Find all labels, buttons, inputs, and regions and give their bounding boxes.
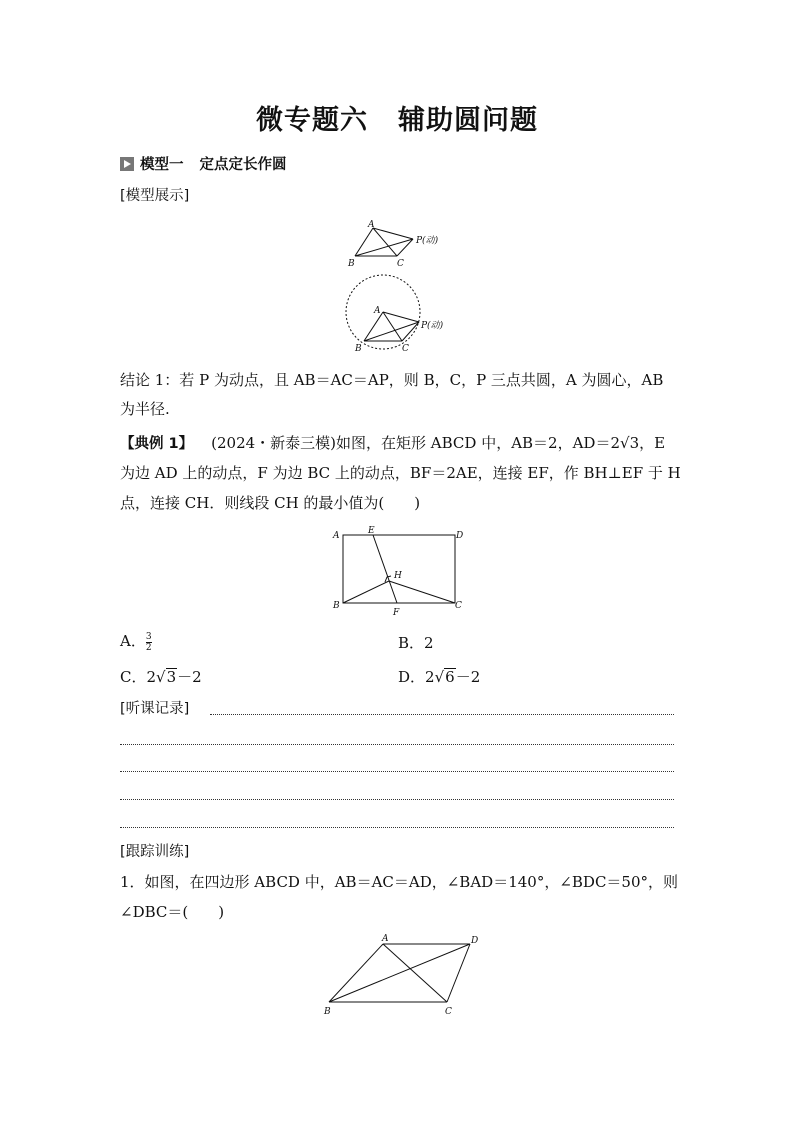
fig3-B: B bbox=[324, 1007, 331, 1017]
fig2-H: H bbox=[394, 571, 402, 581]
conclusion-line2: 为半径. bbox=[120, 400, 170, 418]
seg-AP bbox=[373, 228, 413, 239]
seg-BH bbox=[343, 581, 389, 603]
fig3-D: D bbox=[471, 936, 479, 946]
seg-AC bbox=[383, 944, 447, 1002]
seg-AB2 bbox=[364, 312, 383, 341]
title-sub: 辅助圆问题 bbox=[398, 105, 538, 136]
follow-label: [跟踪训练] bbox=[120, 844, 190, 860]
fig1b-P: P(动) bbox=[421, 321, 444, 331]
notes-line[interactable] bbox=[120, 827, 674, 828]
fig3-A: A bbox=[382, 934, 389, 944]
example-line2: 为边 AD 上的动点，F 为边 BC 上的动点，BF＝2AE，连接 EF，作 BH⊥EF 于 H bbox=[120, 464, 681, 482]
fig2-C: C bbox=[455, 601, 462, 611]
seg-AC bbox=[373, 228, 397, 256]
frac-den: 2 bbox=[145, 642, 152, 653]
option-C[interactable]: C．2√3－2 bbox=[120, 668, 202, 686]
play-arrow-icon bbox=[120, 157, 134, 171]
option-D[interactable]: D．2√6－2 bbox=[398, 668, 481, 686]
example-line1 bbox=[120, 433, 665, 454]
option-D-rest: －2 bbox=[455, 668, 481, 686]
notes-line[interactable] bbox=[120, 744, 674, 745]
option-D-coef: 2 bbox=[425, 668, 435, 686]
option-A[interactable] bbox=[120, 630, 152, 653]
option-C-label: C． bbox=[120, 668, 147, 686]
option-C-radicand: 3 bbox=[166, 668, 177, 686]
problem1-line1: 1．如图，在四边形 ABCD 中，AB＝AC＝AD，∠BAD＝140°，∠BDC＝50°，则 bbox=[120, 873, 679, 891]
section-heading bbox=[120, 155, 287, 175]
conclusion-line1: 结论 1：若 P 为动点，且 AB＝AC＝AP，则 B，C，P 三点共圆，A 为圆心，AB bbox=[120, 371, 664, 389]
option-B-label: B． bbox=[398, 634, 425, 652]
fig1-C: C bbox=[397, 259, 404, 269]
fig1-B: B bbox=[348, 259, 355, 269]
example-line1-rest: 如图，在矩形 ABCD 中，AB＝2，AD＝2√3，E bbox=[336, 434, 666, 452]
seg-CD bbox=[447, 944, 470, 1002]
fig1b-B: B bbox=[355, 344, 362, 354]
problem1-line2: ∠DBC＝( ) bbox=[120, 903, 225, 921]
seg-CH bbox=[389, 581, 455, 603]
fig2-A: A bbox=[333, 531, 340, 541]
model-show-label: [模型展示] bbox=[120, 188, 190, 204]
option-B-value: 2 bbox=[424, 634, 434, 652]
seg-EF bbox=[373, 535, 397, 603]
fig2-B: B bbox=[333, 601, 340, 611]
notes-line[interactable] bbox=[120, 771, 674, 772]
notes-label: [听课记录] bbox=[120, 701, 190, 717]
rectangle-figure bbox=[330, 526, 470, 618]
fig1-A: A bbox=[368, 220, 375, 230]
option-A-label: A． bbox=[120, 632, 146, 650]
option-C-rest: －2 bbox=[177, 668, 202, 686]
rect-ABCD bbox=[343, 535, 455, 603]
example-source: (2024・新泰三模) bbox=[211, 434, 337, 452]
option-C-coef: 2 bbox=[146, 668, 157, 686]
fig1b-C: C bbox=[402, 344, 409, 354]
title-main: 微专题六 bbox=[256, 105, 368, 136]
fig3-C: C bbox=[445, 1007, 452, 1017]
fig2-D: D bbox=[456, 531, 464, 541]
page-title bbox=[0, 98, 794, 137]
section-topic: 定点定长作圆 bbox=[199, 157, 287, 173]
fig1-P: P(动) bbox=[416, 236, 439, 246]
option-B[interactable] bbox=[398, 632, 434, 653]
option-D-label: D． bbox=[398, 668, 426, 686]
fig2-F: F bbox=[393, 608, 400, 618]
fig2-E: E bbox=[368, 526, 375, 536]
section-label: 模型一 bbox=[140, 157, 184, 173]
option-A-fraction bbox=[146, 632, 152, 653]
notes-line[interactable] bbox=[120, 799, 674, 800]
example-tag: 【典例 1】 bbox=[120, 436, 194, 452]
fig1b-A: A bbox=[374, 306, 381, 316]
model-figure bbox=[340, 214, 460, 354]
quadrilateral-figure bbox=[318, 930, 490, 1020]
example-line3: 点，连接 CH．则线段 CH 的最小值为( ) bbox=[120, 494, 421, 512]
seg-BD bbox=[329, 944, 470, 1002]
notes-line[interactable] bbox=[210, 714, 674, 715]
frac-num: 3 bbox=[145, 631, 152, 642]
option-D-radicand: 6 bbox=[445, 668, 455, 686]
seg-AB bbox=[329, 944, 383, 1002]
